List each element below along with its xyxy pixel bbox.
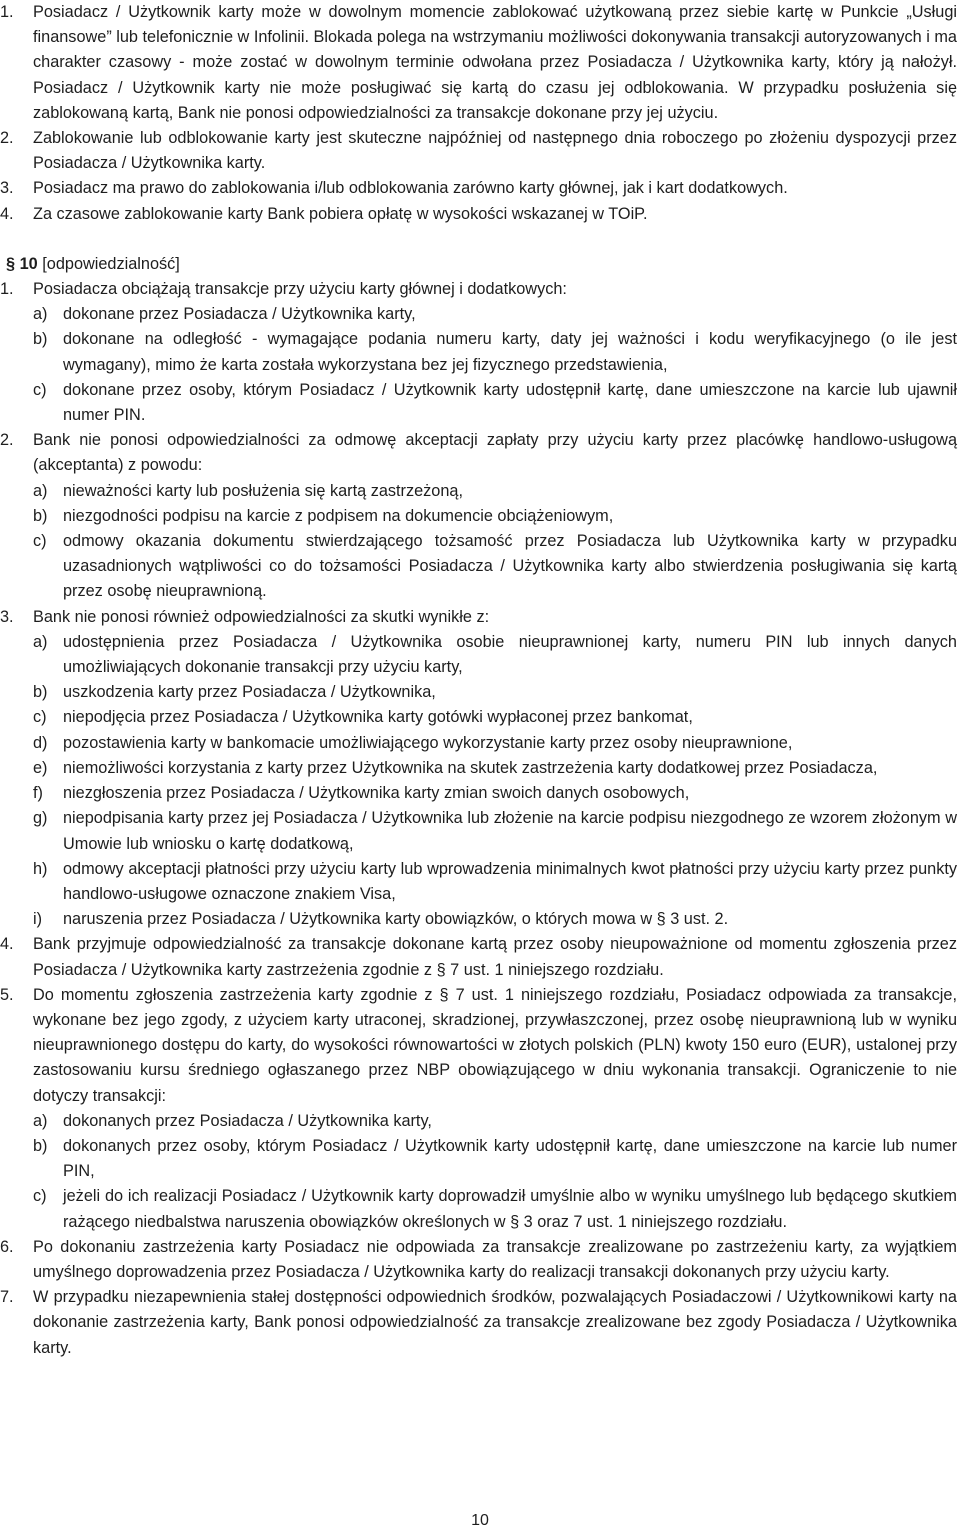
point-letter: c): [33, 380, 47, 399]
paragraph-number: 5.: [0, 985, 14, 1004]
paragraph-text: Za czasowe zablokowanie karty Bank pobiera opłatę w wysokości wskazanej w TOiP.: [33, 204, 648, 223]
section-title: [odpowiedzialność]: [42, 254, 180, 273]
numbered-paragraph: [0, 983, 960, 1109]
paragraph-text: Zablokowanie lub odblokowanie karty jest skuteczne najpóźniej od następnego dnia roboczego po złożeniu dyspozycji przez Posiadacza / Użytkownika karty.: [33, 129, 957, 173]
section-number: [6, 255, 38, 273]
paragraph-number: 4.: [0, 204, 14, 223]
point-letter: c): [33, 1187, 47, 1206]
point-letter: a): [33, 632, 48, 651]
section-number-value: 10: [19, 254, 38, 273]
paragraph-number: 3.: [0, 607, 14, 626]
lettered-point: [0, 1109, 960, 1134]
numbered-paragraph: [0, 277, 960, 302]
lettered-point: [0, 705, 960, 730]
point-letter: c): [33, 708, 47, 727]
point-letter: b): [33, 683, 48, 702]
numbered-paragraph: [0, 605, 960, 630]
lettered-point: [0, 907, 960, 932]
paragraph-text: Posiadacza obciążają transakcje przy użyciu karty głównej i dodatkowych:: [33, 280, 567, 299]
lettered-point: [0, 504, 960, 529]
paragraph-text: Posiadacz / Użytkownik karty może w dowolnym momencie zablokować użytkowaną przez siebie kartę w Punkcie „Usługi finansowe” lub telefonicznie w Infolinii. Blokada polega na wstrzymaniu możliwości dokonywania transakcji autoryzowanych i ma charakter czasowy - może zostać w dowolnym terminie odwołana przez Posiadacza / Użytkownika karty, który ją nałożył. Posiadacz / Użytkownik karty nie może posługiwać się kartą do czasu jej odblokowania. W przypadku posłużenia się zablokowaną kartą, Bank nie ponosi odpowiedzialności za transakcje dokonane przy jej użyciu.: [33, 3, 957, 122]
paragraph-number: 3.: [0, 179, 14, 198]
paragraph-text: Bank nie ponosi odpowiedzialności za odmowę akceptacji zapłaty przy użyciu karty przez placówkę handlowo-usługową (akceptanta) z powodu:: [33, 431, 957, 475]
paragraph-text: Bank nie ponosi również odpowiedzialności za skutki wynikłe z:: [33, 607, 490, 626]
lettered-point: [0, 378, 960, 428]
lettered-point: [0, 731, 960, 756]
paragraph-number: 1.: [0, 280, 14, 299]
numbered-paragraph: [0, 428, 960, 478]
paragraph-text: Do momentu zgłoszenia zastrzeżenia karty zgodnie z § 7 ust. 1 niniejszego rozdziału, Posiadacz odpowiada za transakcje, wykonane bez jego zgody, z użyciem karty utraconej, skradzionej, przywłaszczonej, przez osobę nieuprawnioną lub w wyniku nieuprawnionego dostępu do karty, do wysokości równowartości w złotych polskich (PLN) kwoty 150 euro (EUR), ustalonej przy zastosowaniu kursu średniego ogłaszanego przez NBP obowiązującego w dniu wykonania transakcji. Ograniczenie to nie dotyczy transakcji:: [33, 985, 957, 1105]
point-text: niezgłoszenia przez Posiadacza / Użytkownika karty zmian swoich danych osobowych,: [63, 784, 690, 803]
numbered-paragraph: [0, 932, 960, 982]
numbered-paragraph: [0, 0, 960, 126]
numbered-paragraph: [0, 1235, 960, 1285]
point-letter: i): [33, 910, 43, 929]
lettered-point: [0, 529, 960, 605]
point-letter: g): [33, 809, 48, 828]
point-text: niepodjęcia przez Posiadacza / Użytkownika karty gotówki wypłaconej przez bankomat,: [63, 708, 693, 727]
paragraph-number: 6.: [0, 1237, 14, 1256]
point-text: pozostawienia karty w bankomacie umożliwiającego wykorzystanie karty przez osoby nieuprawnione,: [63, 733, 793, 752]
point-text: niepodpisania karty przez jej Posiadacza / Użytkownika lub złożenie na karcie podpisu niezgodnego ze wzorem złożonym w Umowie lub wniosku o kartę dodatkową,: [63, 809, 957, 853]
point-text: niezgodności podpisu na karcie z podpisem na dokumencie obciążeniowym,: [63, 506, 614, 525]
numbered-paragraph: [0, 176, 960, 201]
point-text: dokonanych przez osoby, którym Posiadacz / Użytkownik karty udostępnił kartę, dane umieszczone na karcie lub numer PIN,: [63, 1136, 957, 1181]
point-letter: b): [33, 506, 48, 525]
point-text: odmowy akceptacji płatności przy użyciu karty lub wprowadzenia minimalnych kwot płatności przy użyciu karty przez punkty handlowo-usługowe oznaczone znakiem Visa,: [63, 859, 957, 903]
lettered-point: [0, 1184, 960, 1234]
section-symbol: §: [6, 254, 16, 273]
point-text: naruszenia przez Posiadacza / Użytkownika karty obowiązków, o których mowa w § 3 ust. 2.: [63, 910, 729, 929]
paragraph-text: W przypadku niezapewnienia stałej dostępności odpowiednich środków, pozwalających Posiadaczowi / Użytkownikowi karty na dokonanie zastrzeżenia karty, Bank ponosi odpowiedzialność za transakcje zrealizowane bez zgody Posiadacza / Użytkownika karty.: [33, 1288, 957, 1357]
page-number: 10: [471, 1512, 489, 1529]
paragraph-text: Posiadacz ma prawo do zablokowania i/lub odblokowania zarówno karty głównej, jak i kart dodatkowych.: [33, 179, 788, 198]
section-gap: [0, 227, 960, 252]
paragraph-number: 2.: [0, 431, 14, 450]
point-text: jeżeli do ich realizacji Posiadacz / Użytkownik karty doprowadził umyślnie albo w wyniku umyślnego lub będącego skutkiem rażącego niedbalstwa naruszenia obowiązków określonych w § 3 oraz 7 ust. 1 niniejszego rozdziału.: [63, 1187, 957, 1231]
point-letter: d): [33, 733, 48, 752]
point-text: dokonanych przez Posiadacza / Użytkownika karty,: [63, 1111, 432, 1130]
lettered-point: [0, 680, 960, 705]
point-letter: a): [33, 1111, 48, 1130]
paragraph-number: 7.: [0, 1288, 14, 1307]
lettered-point: [0, 756, 960, 781]
point-letter: a): [33, 481, 48, 500]
point-letter: f): [33, 784, 43, 803]
lettered-point: [0, 302, 960, 327]
point-text: dokonane przez Posiadacza / Użytkownika karty,: [63, 305, 416, 324]
point-text: nieważności karty lub posłużenia się kartą zastrzeżoną,: [63, 481, 463, 500]
numbered-paragraph: [0, 126, 960, 176]
point-text: dokonane na odległość - wymagające podania numeru karty, daty jej ważności i kodu weryfikacyjnego (o ile jest wymagany), mimo że karta została wykorzystana bez jej fizycznego przedstawienia,: [63, 330, 957, 374]
paragraph-number: 2.: [0, 129, 14, 148]
paragraph-text: Po dokonaniu zastrzeżenia karty Posiadacz nie odpowiada za transakcje zrealizowane po zastrzeżeniu karty, za wyjątkiem umyślnego doprowadzenia przez Posiadacza / Użytkownika karty do realizacji transakcji dokonanych przy użyciu karty.: [33, 1237, 957, 1281]
lettered-point: [0, 630, 960, 680]
paragraph-text: Bank przyjmuje odpowiedzialność za transakcje dokonane kartą przez osoby nieupoważnione od momentu zgłoszenia przez Posiadacza / Użytkownika karty zastrzeżenia zgodnie z § 7 ust. 1 niniejszego rozdziału.: [33, 935, 957, 979]
point-text: odmowy okazania dokumentu stwierdzającego tożsamość przez Posiadacza lub Użytkownika karty w przypadku uzasadnionych wątpliwości co do tożsamości Posiadacza / Użytkownika karty albo stwierdzenia posługiwania się kartą przez osobę nieuprawnioną.: [63, 532, 957, 601]
lettered-point: [0, 1134, 960, 1184]
point-letter: e): [33, 758, 48, 777]
point-letter: b): [33, 330, 48, 349]
point-letter: h): [33, 859, 48, 878]
point-text: dokonane przez osoby, którym Posiadacz / Użytkownik karty udostępnił kartę, dane umieszczone na karcie lub ujawnił numer PIN.: [63, 380, 957, 425]
point-letter: b): [33, 1136, 48, 1155]
lettered-point: [0, 479, 960, 504]
point-letter: c): [33, 532, 47, 551]
point-text: uszkodzenia karty przez Posiadacza / Użytkownika,: [63, 683, 436, 702]
paragraph-number: 1.: [0, 3, 14, 21]
lettered-point: [0, 327, 960, 377]
paragraph-number: 4.: [0, 935, 14, 954]
point-text: niemożliwości korzystania z karty przez Użytkownika na skutek zastrzeżenia karty dodatkowej przez Posiadacza,: [63, 758, 878, 777]
point-letter: a): [33, 305, 48, 324]
numbered-paragraph: [0, 202, 960, 227]
lettered-point: [0, 857, 960, 907]
numbered-paragraph: [0, 1285, 960, 1361]
lettered-point: [0, 806, 960, 856]
section-heading: [0, 252, 960, 277]
lettered-point: [0, 781, 960, 806]
point-text: udostępnienia przez Posiadacza / Użytkownika osobie nieuprawnionej karty, numeru PIN lub innych danych umożliwiających dokonanie transakcji przy użyciu karty,: [63, 632, 957, 677]
